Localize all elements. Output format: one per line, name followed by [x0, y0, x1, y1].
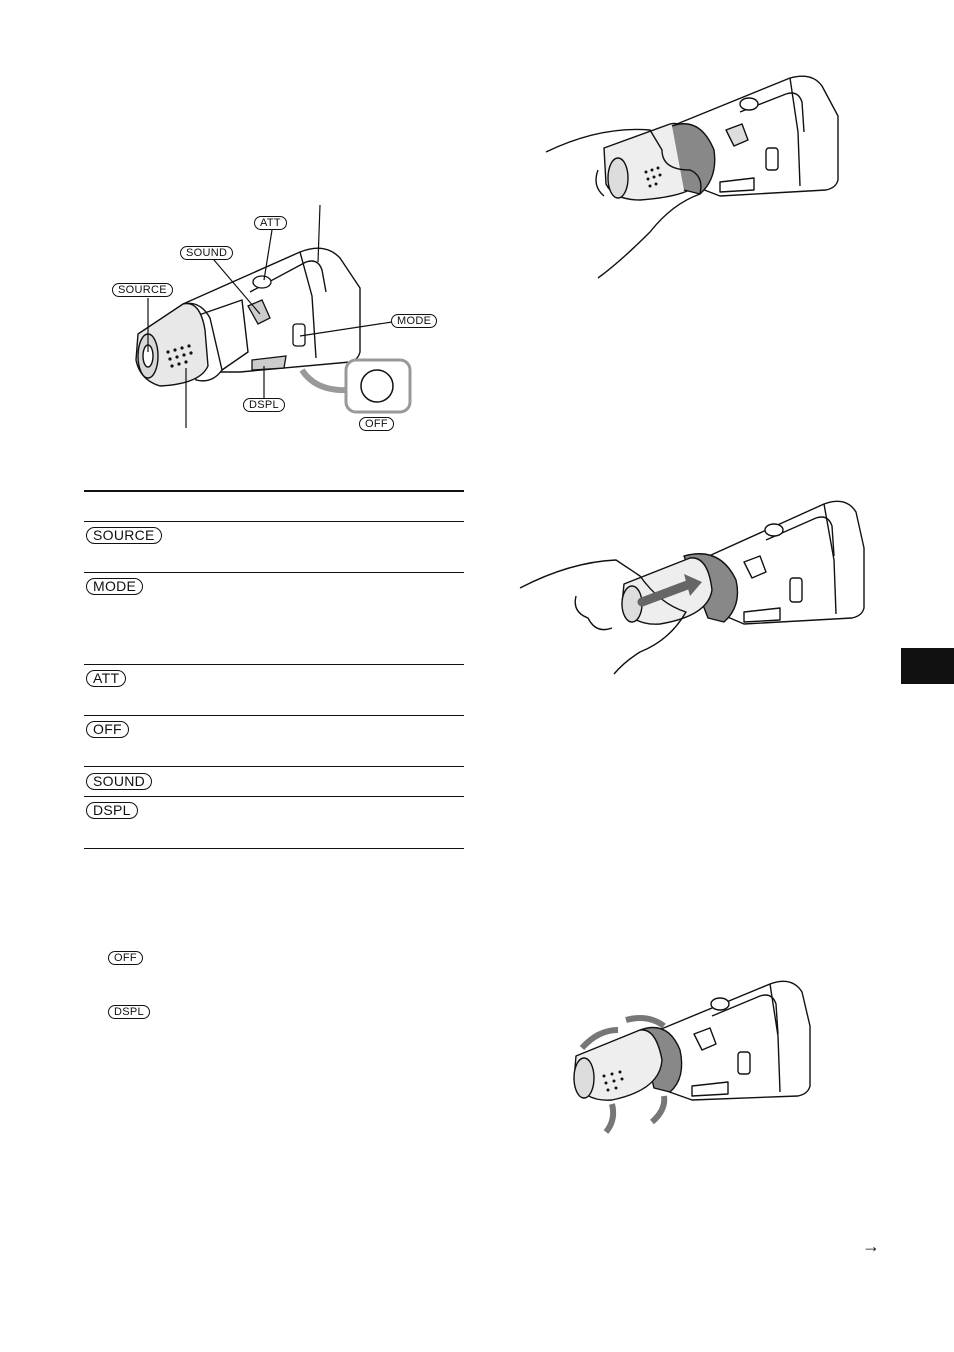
table-row-mode-key: MODE [86, 578, 143, 595]
dspl-label: DSPL [243, 398, 285, 412]
table-row-sound-key: SOUND [86, 773, 152, 790]
mode-label: MODE [391, 314, 437, 328]
table-row-att-key: ATT [86, 670, 126, 687]
note-dspl-key: DSPL [108, 1005, 150, 1019]
sound-label: SOUND [180, 246, 233, 260]
off-label: OFF [359, 417, 394, 431]
att-label: ATT [254, 216, 287, 230]
table-row-off-key: OFF [86, 721, 129, 738]
table-row-dspl-key: DSPL [86, 802, 138, 819]
note-off-key: OFF [108, 951, 143, 965]
table-row-source-key: SOURCE [86, 527, 162, 544]
source-label: SOURCE [112, 283, 173, 297]
right-arrow-icon: → [862, 1236, 880, 1256]
section-tab [901, 648, 954, 684]
